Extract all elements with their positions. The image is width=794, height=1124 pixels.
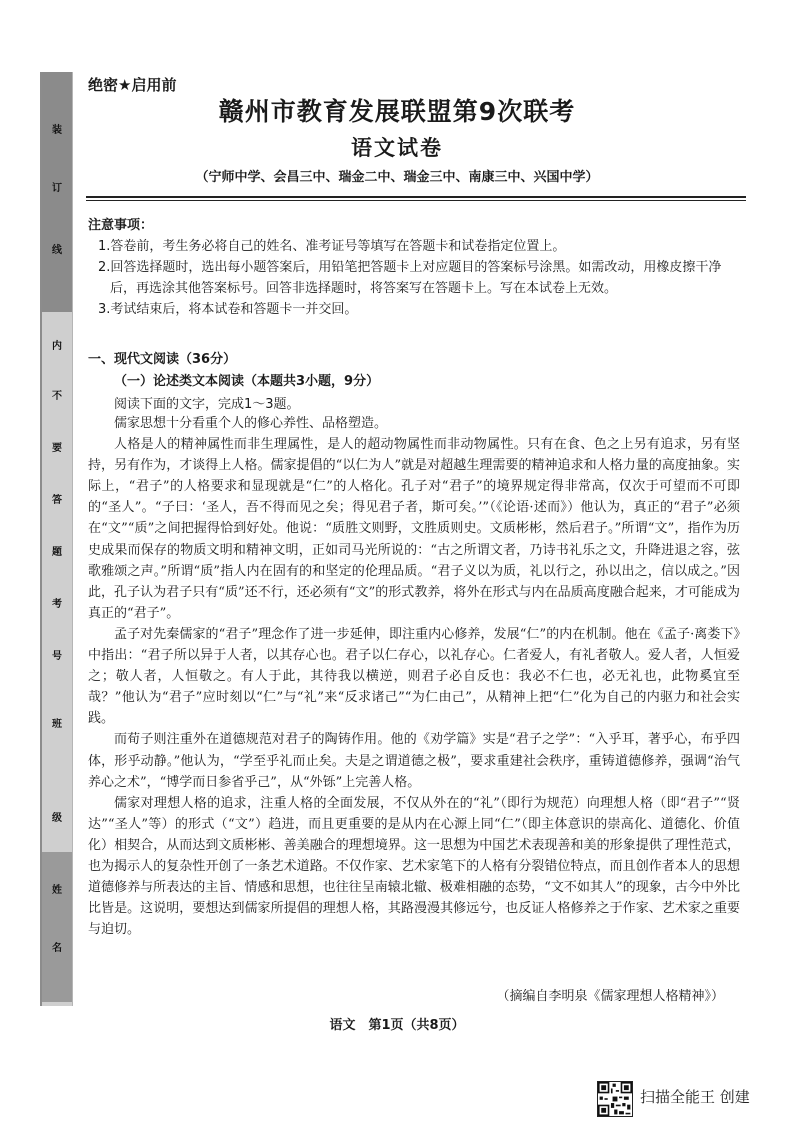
participating-schools: （宁师中学、会昌三中、瑞金二中、瑞金三中、南康三中、兴国中学） (195, 170, 599, 185)
binding-char: 装 (52, 125, 62, 136)
page-footer: 语文 第1页（共8页） (329, 1018, 465, 1033)
exam-notes (88, 215, 738, 320)
header-divider-thin (86, 200, 746, 201)
scanner-watermark: 扫描全能王 创建 (640, 1088, 750, 1106)
binding-margin-strip (40, 72, 73, 1006)
note-item: 1.答卷前，考生务必将自己的姓名、准考证号等填写在答题卡和试卷指定位置上。 (98, 239, 566, 254)
qr-code-icon (597, 1081, 633, 1117)
reading-instruction: 阅读下面的文字，完成1～3题。 (114, 397, 300, 412)
passage-paragraph: 儒家思想十分看重个人的修心养性、品格塑造。 (114, 416, 388, 431)
confidential-label: 绝密★启用前 (88, 76, 177, 94)
notes-title: 注意事项： (88, 218, 154, 233)
binding-char: 内 (52, 341, 62, 352)
binding-char: 级 (52, 813, 62, 824)
exam-title: 赣州市教育发展联盟第9次联考 (218, 97, 576, 126)
reading-passage (88, 413, 740, 940)
binding-char: 考 (52, 599, 62, 610)
subsection-heading: （一）论述类文本阅读（本题共3小题，9分） (114, 374, 380, 389)
binding-char: 订 (52, 183, 62, 194)
note-item: 3.考试结束后，将本试卷和答题卡一并交回。 (98, 302, 358, 317)
binding-char: 题 (52, 547, 62, 558)
binding-char: 答 (52, 495, 62, 506)
passage-paragraph: 而荀子则注重外在道德规范对君子的陶铸作用。他的《劝学篇》实是“君子之学”：“入乎耳，著乎心，布乎四体，形乎动静。”他认为，“学至乎礼而止矣。夫是之谓道德之极”，要求重建社会秩序，重铸道德修养，强调“治气养心之术”，“博学而日参省乎己”，从“外铄”上完善人格。 (88, 732, 740, 790)
note-item: 2.回答选择题时，选出每小题答案后，用铅笔把答题卡上对应题目的答案标号涂黑。如需改动，用橡皮擦干净后，再选涂其他答案标号。回答非选择题时，将答案写在答题卡上。写在本试卷上无效。 (98, 260, 722, 296)
binding-strip-dark-bottom (42, 852, 72, 1002)
binding-char: 不 (52, 391, 62, 402)
exam-subtitle: 语文试卷 (351, 136, 443, 160)
binding-char: 线 (52, 245, 62, 256)
binding-char: 名 (52, 943, 62, 954)
passage-source: （摘编自李明泉《儒家理想人格精神》） (496, 989, 724, 1004)
passage-paragraph: 儒家对理想人格的追求，注重人格的全面发展，不仅从外在的“礼”（即行为规范）向理想人格（即“君子”“贤达”“圣人”等）的形式（“文”）趋进，而且更重要的是从内在心源上同“仁”（即主体意识的崇高化、道德化、价值化）相契合，从而达到文质彬彬、善美融合的理想境界。这一思想为中国艺术表现善和美的形象提供了理性范式，也为揭示人的复杂性开创了一条艺术道路。不仅作家、艺术家笔下的人格有分裂错位特点，而且创作者本人的思想道德修养与所表达的主旨、情感和思想，也往往呈南辕北辙、极难相融的态势，“文不如其人”的现象，古今中外比比皆是。这说明，要想达到儒家所提倡的理想人格，其路漫漫其修远兮，也反证人格修养之于作家、艺术家之重要与迫切。 (88, 795, 740, 938)
passage-paragraph: 人格是人的精神属性而非生理属性，是人的超动物属性而非动物属性。只有在食、色之上另有追求，另有坚持，另有作为，才谈得上人格。儒家提倡的“以仁为人”就是对超越生理需要的精神追求和人格力量的高度抽象。实际上，“君子”的人格要求和显现就是“仁”的人格化。孔子对“君子”的境界规定得非常高，仅次于可望而不可即的“圣人”。“子曰：‘圣人，吾不得而见之矣；得见君子者，斯可矣。’”（《论语·述而》）他认为，真正的“君子”必须在“文”“质”之间把握得恰到好处。他说：“质胜文则野，文胜质则史。文质彬彬，然后君子。”所谓“文”，指作为历史成果而保存的物质文明和精神文明，正如司马光所说的：“古之所谓文者，乃诗书礼乐之文，升降进退之容，弦歌雅颂之声。”所谓“质”指人内在固有的和坚定的伦理品质。“君子义以为质，礼以行之，孙以出之，信以成之。”因此，孔子认为君子只有“质”还不行，还必须有“文”的形式教养，将外在形式与内在品质高度融合起来，才可能成为真正的“君子”。 (88, 437, 740, 621)
passage-paragraph: 孟子对先秦儒家的“君子”理念作了进一步延伸，即注重内心修养，发展“仁”的内在机制。他在《孟子·离娄下》中指出：“君子所以异于人者，以其存心也。君子以仁存心，以礼存心。仁者爱人，有礼者敬人。爱人者，人恒爱之；敬人者，人恒敬之。有人于此，其待我以横逆，则君子必自反也：我必不仁也，必无礼也，此物奚宜至哉？”他认为“君子”应时刻以“仁”与“礼”来“反求诸己”“为仁由己”，从精神上把“仁”化为自己的内驱力和社会实践。 (88, 626, 740, 727)
header-divider-thick (86, 196, 746, 198)
binding-char: 要 (52, 443, 62, 454)
binding-char: 姓 (52, 885, 62, 896)
binding-char: 号 (52, 651, 62, 662)
binding-char: 班 (52, 719, 62, 730)
section-heading: 一、现代文阅读（36分） (88, 352, 237, 367)
